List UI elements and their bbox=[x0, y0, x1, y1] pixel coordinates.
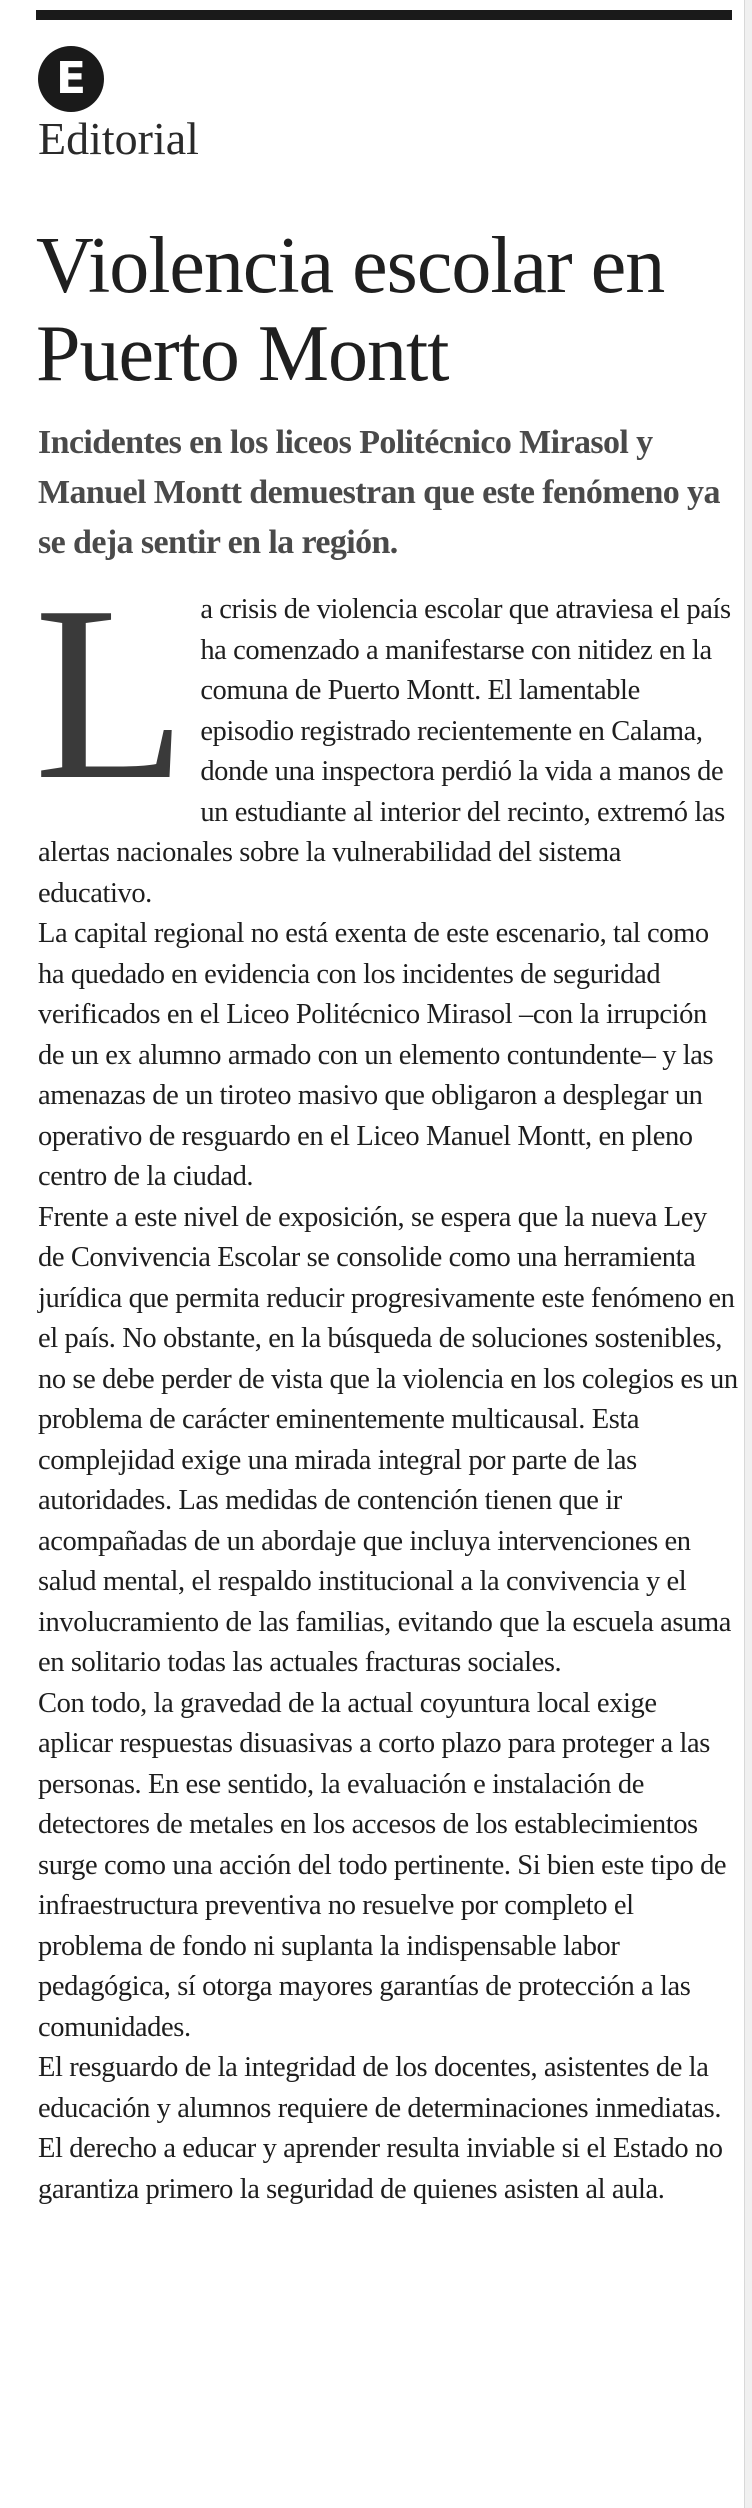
paragraph-1-text: a crisis de violencia escolar que atraviesa el país ha comenzado a manifestarse con nitidez en la comuna de Puerto Montt. El lamentable episodio registrado recientemente en Calama, donde una inspectora perdió la vida a manos de un estudiante al interior del recinto, extremó las alertas nacionales sobre la vulnerabilidad del sistema educativo. bbox=[38, 594, 731, 909]
paragraph-3: Frente a este nivel de exposición, se espera que la nueva Ley de Convivencia Escolar se consolide como una herramienta jurídica que permita reducir progresivamente este fenómeno en el país. No obstante, en la búsqueda de soluciones sostenibles, no se debe perder de vista que la violencia en los colegios es un problema de carácter eminentemente multicausal. Esta complejidad exige una mirada integral por parte de las autoridades. Las medidas de contención tienen que ir acompañadas de un abordaje que incluya intervenciones en salud mental, el respaldo institucional a la convivencia y el involucramiento de las familias, evitando que la escuela asuma en solitario todas las actuales fracturas sociales. bbox=[38, 1201, 738, 1678]
paragraph-4: Con todo, la gravedad de la actual coyuntura local exige aplicar respuestas disuasivas a corto plazo para proteger a las personas. En ese sentido, la evaluación e instalación de detectores de metales en los accesos de los establecimientos surge como una acción del todo pertinente. Si bien este tipo de infraestructura preventiva no resuelve por completo el problema de fondo ni suplanta la indispensable labor pedagógica, sí otorga mayores garantías de protección a las comunidades. bbox=[38, 1687, 727, 2043]
paragraph-1 bbox=[34, 555, 738, 914]
headline: Violencia escolar en Puerto Montt bbox=[36, 222, 665, 398]
paragraph-5: El resguardo de la integridad de los docentes, asistentes de la educación y alumnos requiere de determinaciones inmediatas. El derecho a educar y aprender resulta inviable si el Estado no garantiza primero la seguridad de quienes asisten al aula. bbox=[38, 2052, 723, 2205]
section-badge-icon: E bbox=[38, 46, 104, 112]
paragraph-2: La capital regional no está exenta de este escenario, tal como ha quedado en evidencia con los incidentes de seguridad verificados en el Liceo Politécnico Mirasol –con la irrupción de un ex alumno armado con un elemento contundente– y las amenazas de un tiroteo masivo que obligaron a desplegar un operativo de resguardo en el Liceo Manuel Montt, en pleno centro de la ciudad. bbox=[38, 918, 714, 1192]
page-edge bbox=[744, 0, 752, 2508]
top-rule bbox=[36, 10, 732, 20]
drop-cap: L bbox=[34, 555, 187, 832]
section-label: Editorial bbox=[38, 113, 199, 164]
deck: Incidentes en los liceos Politécnico Mirasol y Manuel Montt demuestran que este fenómeno ya se deja sentir en la región. bbox=[38, 424, 720, 561]
article-body bbox=[34, 555, 738, 2210]
